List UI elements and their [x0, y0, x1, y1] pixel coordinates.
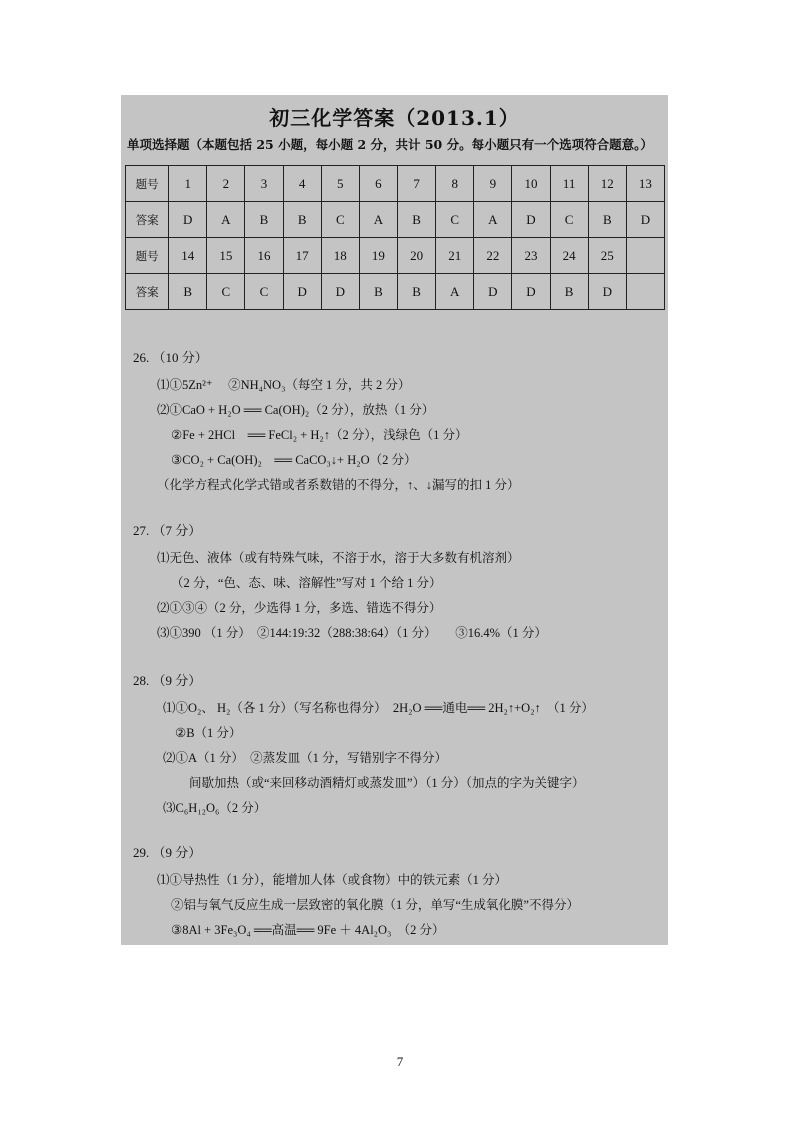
answer-table [125, 165, 665, 310]
q27-line: ⑵①③④（2 分，少选得 1 分，多选、错选不得分） [157, 601, 442, 615]
table-cell: 18 [321, 238, 359, 274]
q28-line: ⑵①A（1 分） ②蒸发皿（1 分，写错别字不得分） [163, 751, 448, 765]
page-title: 初三化学答案（2013.1） [269, 106, 520, 130]
table-cell: 23 [512, 238, 550, 274]
table-cell: 21 [436, 238, 474, 274]
table-cell: D [283, 274, 321, 310]
table-cell: 4 [283, 166, 321, 202]
q27-line: ⑶①390 （1 分） ②144:19:32（288:38:64）（1 分） ③16.4%（1 分） [157, 626, 547, 640]
row-label-answer: 答案 [126, 274, 169, 310]
table-cell: D [626, 202, 664, 238]
table-cell: D [512, 274, 550, 310]
q26-line: ⑵①CaO + H₂O ══ Ca(OH)₂（2 分），放热（1 分） [157, 403, 435, 417]
table-cell: 12 [588, 166, 626, 202]
table-cell: B [245, 202, 283, 238]
table-cell: C [245, 274, 283, 310]
q28-line: ⑶C₆H₁₂O₆（2 分） [163, 801, 267, 815]
q28-title: 28. （9 分） [133, 673, 202, 688]
q27-line: ⑴无色、液体（或有特殊气味，不溶于水，溶于大多数有机溶剂） [157, 551, 520, 565]
table-cell: B [398, 274, 436, 310]
table-cell: C [207, 274, 245, 310]
q27-title: 27. （7 分） [133, 523, 202, 538]
table-cell: D [474, 274, 512, 310]
table-cell: D [321, 274, 359, 310]
table-cell: C [436, 202, 474, 238]
table-cell: A [474, 202, 512, 238]
table-cell: 14 [169, 238, 207, 274]
table-cell: B [398, 202, 436, 238]
table-cell: 11 [550, 166, 588, 202]
table-cell: 5 [321, 166, 359, 202]
table-cell: 17 [283, 238, 321, 274]
table-cell: 8 [436, 166, 474, 202]
row-label-answer: 答案 [126, 202, 169, 238]
table-cell: 15 [207, 238, 245, 274]
table-cell: 13 [626, 166, 664, 202]
table-cell: 6 [359, 166, 397, 202]
table-cell: B [169, 274, 207, 310]
table-cell: B [359, 274, 397, 310]
q28-line: ②B（1 分） [175, 726, 242, 740]
row-label-question: 题号 [126, 238, 169, 274]
table-cell: A [359, 202, 397, 238]
table-cell: 22 [474, 238, 512, 274]
row-label-question: 题号 [126, 166, 169, 202]
table-row [126, 238, 665, 274]
scanned-answer-sheet [121, 95, 668, 945]
q26-line: ⑴①5Zn²⁺ ②NH₄NO₃（每空 1 分，共 2 分） [157, 378, 411, 392]
table-cell: 25 [588, 238, 626, 274]
table-cell: 16 [245, 238, 283, 274]
page-number: 7 [396, 1054, 404, 1069]
q29-line: ③8Al + 3Fe₃O₄ ══高温══ 9Fe ＋ 4Al₂O₃ （2 分） [171, 923, 445, 937]
table-cell: C [550, 202, 588, 238]
table-cell: B [588, 202, 626, 238]
table-cell: A [207, 202, 245, 238]
table-cell: D [169, 202, 207, 238]
table-cell: B [550, 274, 588, 310]
q28-line: ⑴①O₂、 H₂（各 1 分）（写名称也得分） 2H₂O ══通电══ 2H₂↑+O₂↑ （1 分） [163, 701, 594, 715]
table-cell: B [283, 202, 321, 238]
q29-line: ②铝与氧气反应生成一层致密的氧化膜（1 分，单写“生成氧化膜”不得分） [171, 898, 579, 912]
table-cell: 9 [474, 166, 512, 202]
table-cell: 2 [207, 166, 245, 202]
q26-line: ②Fe + 2HCl ══ FeCl₂ + H₂↑（2 分），浅绿色（1 分） [171, 428, 468, 442]
table-row [126, 166, 665, 202]
q26-line: ③CO₂ + Ca(OH)₂ ══ CaCO₃↓+ H₂O（2 分） [171, 453, 417, 467]
table-row [126, 202, 665, 238]
section-instruction: 单项选择题（本题包括 25 小题，每小题 2 分，共计 50 分。每小题只有一个选项符合题意。） [127, 137, 653, 152]
q27-line: （2 分，“色、态、味、溶解性”写对 1 个给 1 分） [171, 576, 442, 590]
table-cell: 24 [550, 238, 588, 274]
table-cell: 7 [398, 166, 436, 202]
table-cell: 1 [169, 166, 207, 202]
table-cell [626, 274, 664, 310]
table-cell: 19 [359, 238, 397, 274]
table-row [126, 274, 665, 310]
table-cell [626, 238, 664, 274]
q29-title: 29. （9 分） [133, 845, 202, 860]
table-cell: D [588, 274, 626, 310]
table-cell: 20 [398, 238, 436, 274]
q28-line: 间歇加热（或“来回移动酒精灯或蒸发皿”）（1 分）（加点的字为关键字） [189, 776, 585, 790]
table-cell: C [321, 202, 359, 238]
table-cell: 10 [512, 166, 550, 202]
table-cell: D [512, 202, 550, 238]
q26-line: （化学方程式化学式错或者系数错的不得分，↑、↓漏写的扣 1 分） [157, 478, 520, 492]
table-cell: 3 [245, 166, 283, 202]
q29-line: ⑴①导热性（1 分），能增加人体（或食物）中的铁元素（1 分） [157, 873, 508, 887]
q26-title: 26. （10 分） [133, 350, 208, 365]
table-cell: A [436, 274, 474, 310]
